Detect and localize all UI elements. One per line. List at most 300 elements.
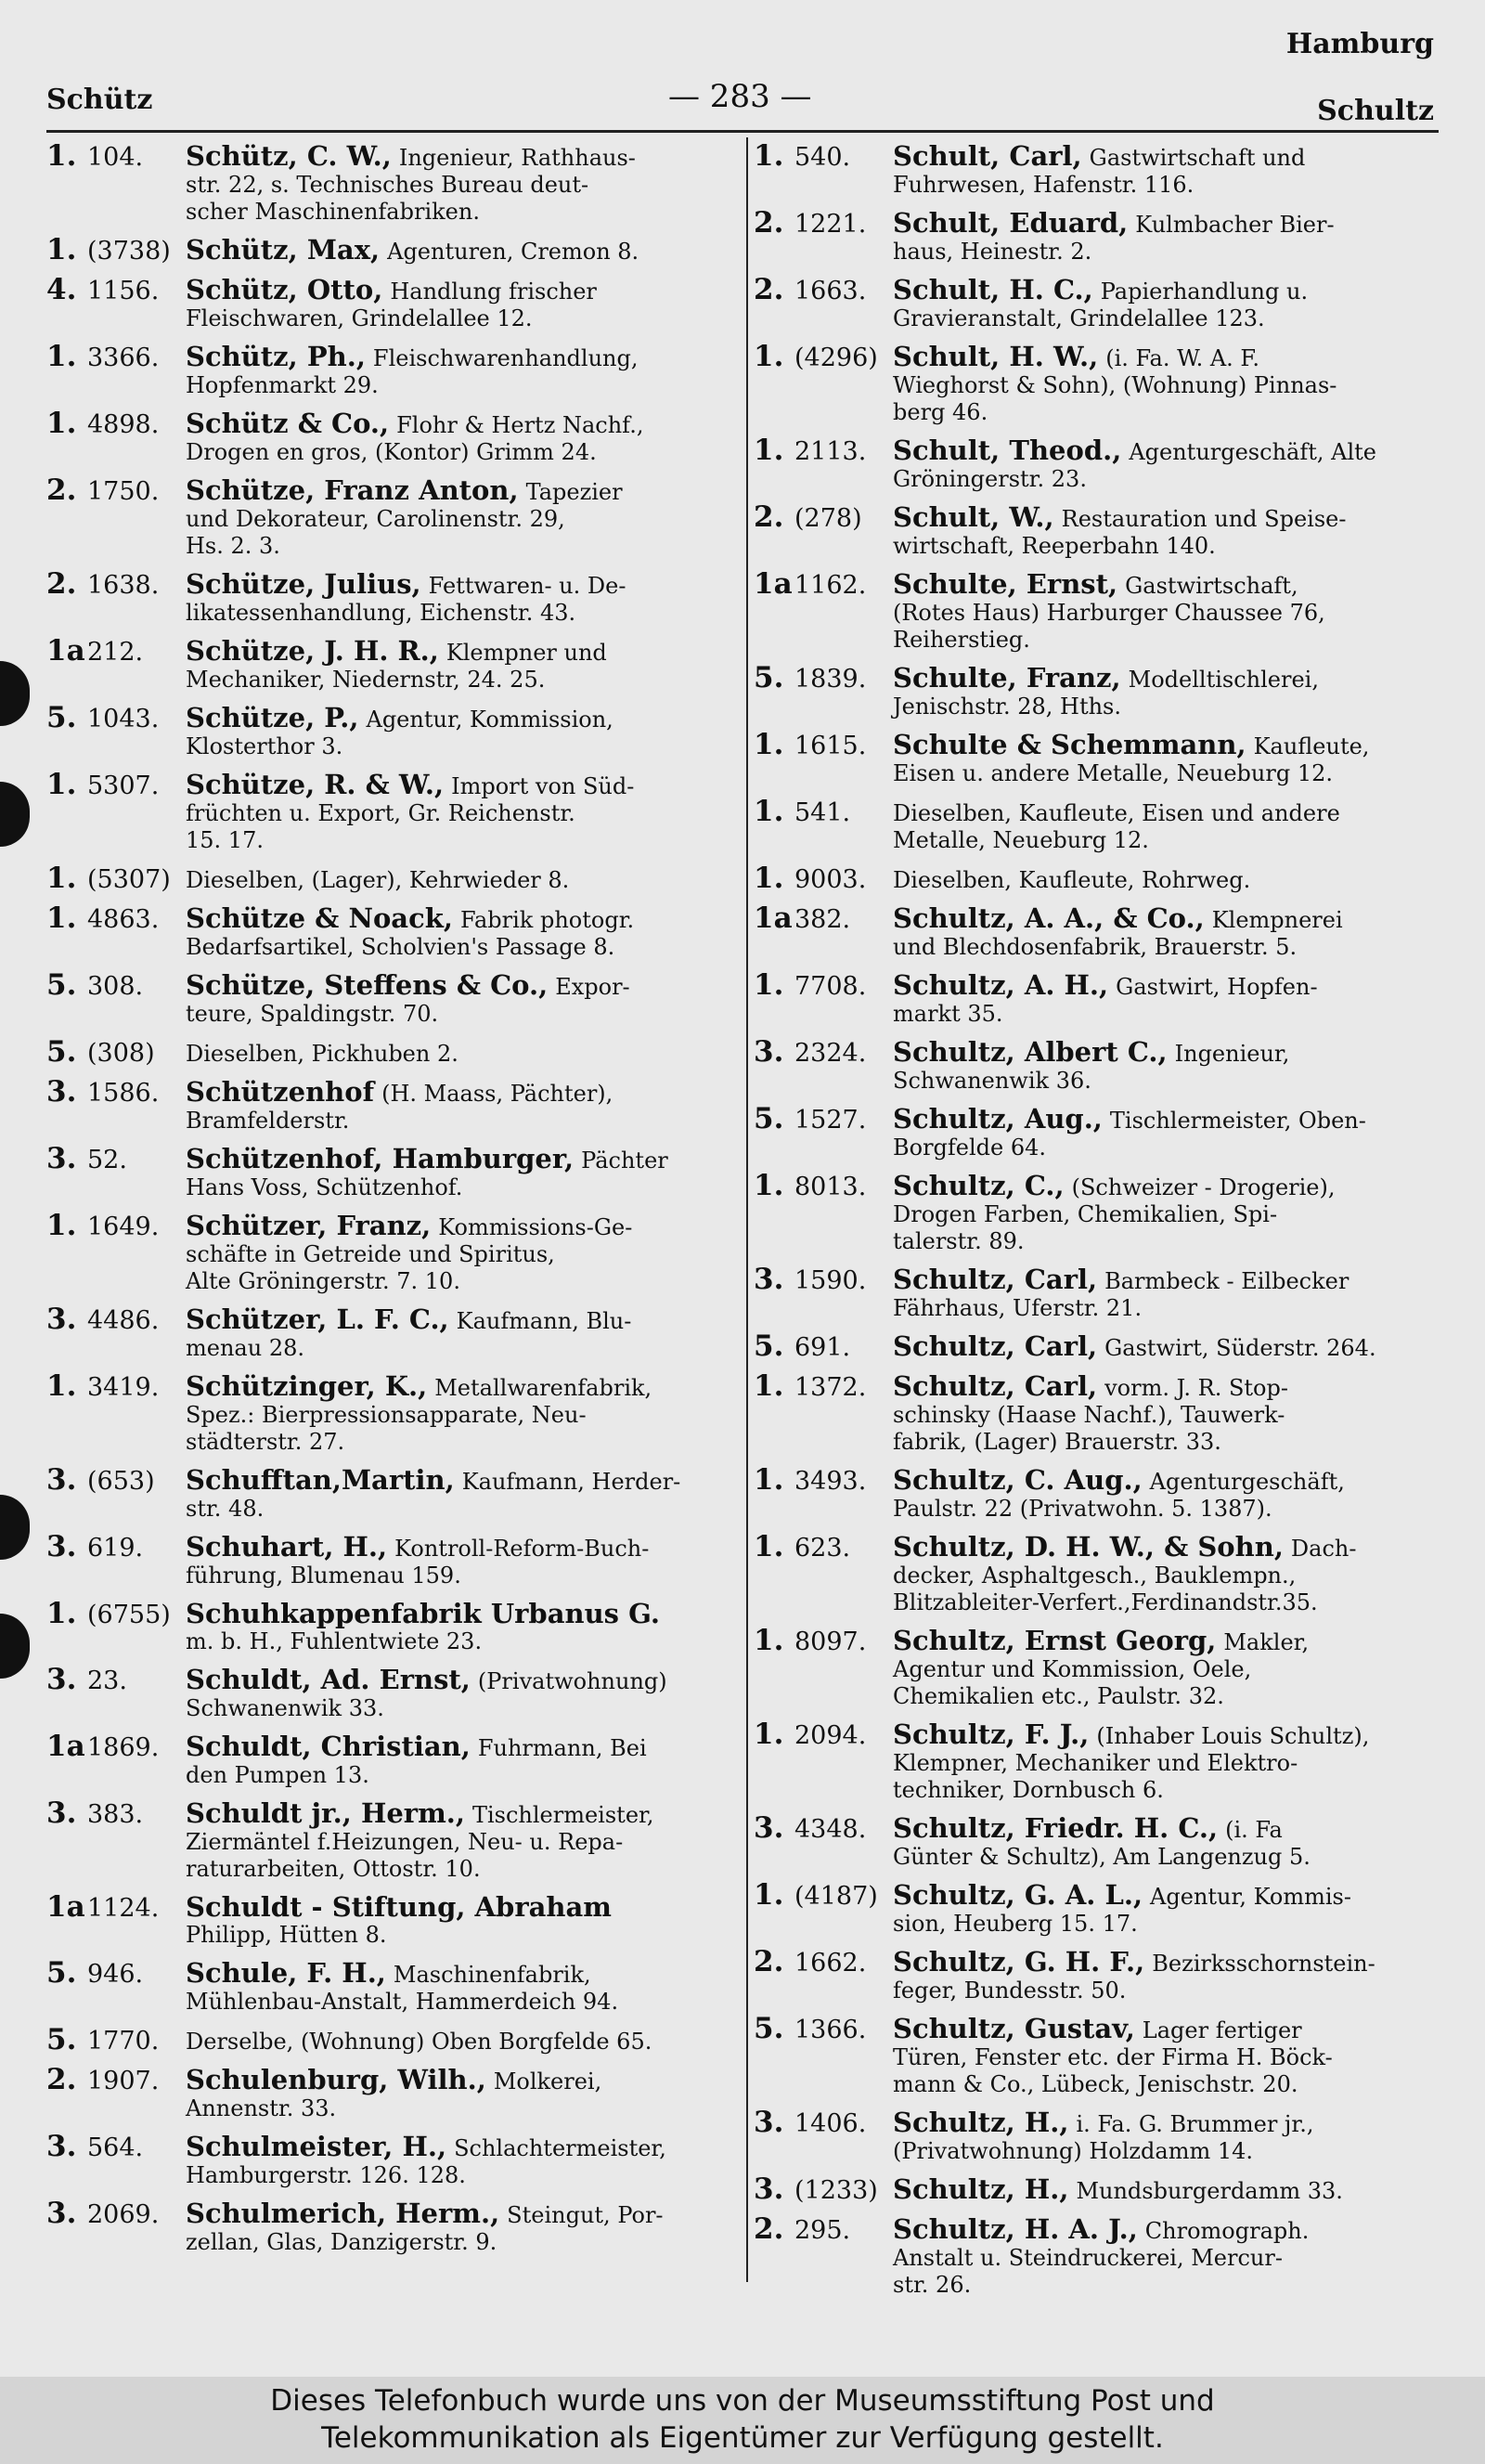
entry-continuation: Bramfelderstr. [186, 1108, 350, 1134]
subscriber-name: Schütz, Max, [186, 234, 381, 266]
subscriber-name: Schütze, Steffens & Co., [186, 969, 549, 1001]
punch-hole [0, 661, 30, 726]
exchange-area: 3. [46, 2130, 77, 2163]
subscriber-name: Schulmerich, Herm., [186, 2198, 500, 2229]
phone-number: 1527. [794, 1106, 867, 1135]
subscriber-name: Schultz, Albert C., [893, 1036, 1168, 1068]
directory-entry [46, 2063, 733, 2122]
phone-number: 1366. [794, 2016, 867, 2044]
exchange-area: 3. [46, 2197, 77, 2230]
entry-description: Chromograph. [1144, 2218, 1310, 2244]
exchange-area: 1. [754, 1530, 784, 1563]
subscriber-name: Schult, H. C., [893, 274, 1093, 305]
entry-continuation: Fleischwaren, Grindelallee 12. [186, 305, 533, 331]
phone-number: (278) [794, 504, 862, 533]
subscriber-name: Schulte & Schemmann, [893, 729, 1246, 760]
right-catchword: Schultz [1317, 95, 1434, 127]
entry-continuation: Annenstr. 33. [186, 2095, 337, 2121]
directory-entry [754, 1463, 1440, 1523]
exchange-area: 4. [46, 273, 77, 306]
exchange-area: 1. [46, 1597, 77, 1630]
directory-entry [46, 139, 733, 226]
entry-description: Tapezier [525, 479, 623, 505]
exchange-area: 1. [754, 340, 784, 373]
phone-number: (5307) [87, 865, 171, 894]
subscriber-name: Schützenhof, Hamburger, [186, 1143, 575, 1174]
phone-number: 691. [794, 1333, 851, 1362]
subscriber-name: Schultz, Aug., [893, 1103, 1103, 1135]
directory-entry [46, 233, 733, 266]
phone-number: 1907. [87, 2067, 160, 2095]
entry-continuation: städterstr. 27. [186, 1429, 345, 1455]
entry-continuation: schinsky (Haase Nachf.), Tauwerk- [893, 1402, 1285, 1428]
entry-continuation: str. 22, s. Technisches Bureau deut- [186, 172, 589, 198]
exchange-area: 1. [754, 862, 784, 895]
subscriber-name: Schuldt - Stiftung, Abraham [186, 1891, 612, 1923]
exchange-area: 1. [46, 862, 77, 895]
directory-entry [46, 1035, 733, 1069]
exchange-area: 5. [46, 701, 77, 734]
subscriber-name: Schulmeister, H., [186, 2131, 447, 2162]
exchange-area: 2. [754, 500, 784, 534]
phone-number: 382. [794, 905, 851, 934]
phone-number: 8013. [794, 1173, 867, 1201]
subscriber-name: Schütze, Franz Anton, [186, 474, 519, 506]
phone-number: 564. [87, 2133, 144, 2162]
subscriber-name: Schütze & Noack, [186, 902, 453, 934]
phone-number: 1662. [794, 1949, 867, 1978]
subscriber-name: Schultz, H., [893, 2173, 1069, 2205]
entry-continuation: wirtschaft, Reeperbahn 140. [893, 533, 1216, 559]
entry-description: Fabrik photogr. [459, 907, 635, 933]
subscriber-name: Schult, Carl, [893, 140, 1082, 172]
entry-description: Klempnerei [1211, 907, 1343, 933]
directory-entry [754, 1035, 1440, 1095]
subscriber-name: Schuldt jr., Herm., [186, 1797, 465, 1829]
phone-number: (653) [87, 1467, 155, 1496]
phone-number: 1649. [87, 1213, 160, 1241]
subscriber-name: Schützer, Franz, [186, 1210, 432, 1241]
exchange-area: 2. [754, 1945, 784, 1978]
directory-entry [754, 1530, 1440, 1616]
subscriber-name: Schuldt, Christian, [186, 1731, 471, 1762]
entry-continuation: zellan, Glas, Danzigerstr. 9. [186, 2229, 497, 2255]
directory-entry [46, 1890, 733, 1949]
subscriber-name: Schultz, A. H., [893, 969, 1109, 1001]
directory-entry [46, 1663, 733, 1722]
entry-description: Metallwarenfabrik, [434, 1375, 652, 1401]
subscriber-name: Schütze, R. & W., [186, 769, 445, 800]
entry-continuation: Alte Gröningerstr. 7. 10. [186, 1268, 460, 1294]
entry-description: (Schweizer - Drogerie), [1071, 1174, 1336, 1200]
entry-description: Bezirksschornstein- [1152, 1951, 1375, 1977]
entry-description: Fettwaren- u. De- [428, 573, 626, 599]
exchange-area: 5. [754, 1329, 784, 1363]
directory-entry [754, 500, 1440, 560]
phone-number: 3493. [794, 1467, 867, 1496]
subscriber-name: Schultz, Ernst Georg, [893, 1625, 1217, 1656]
directory-entry [46, 2023, 733, 2056]
directory-entry [46, 473, 733, 560]
directory-entry [754, 434, 1440, 493]
entry-description: (i. Fa. W. A. F. [1105, 345, 1259, 371]
entry-continuation: teure, Spaldingstr. 70. [186, 1001, 439, 1027]
entry-continuation: Klempner, Mechaniker und Elektro- [893, 1750, 1298, 1776]
exchange-area: 1a [46, 1890, 85, 1924]
entry-continuation: Fährhaus, Uferstr. 21. [893, 1295, 1143, 1321]
punch-hole [0, 782, 30, 847]
subscriber-name: Schultz, G. A. L., [893, 1879, 1143, 1911]
exchange-area: 3. [754, 1035, 784, 1069]
entry-description: Gastwirtschaft, [1125, 573, 1298, 599]
phone-number: (6755) [87, 1601, 171, 1629]
directory-entry [46, 862, 733, 895]
exchange-area: 1. [46, 340, 77, 373]
directory-entry [754, 1624, 1440, 1710]
exchange-area: 1. [754, 1624, 784, 1657]
phone-number: (4296) [794, 344, 878, 372]
entry-continuation: Blitzableiter-Verfert.,Ferdinandstr.35. [893, 1589, 1318, 1615]
phone-number: 1869. [87, 1733, 160, 1762]
phone-number: 104. [87, 143, 144, 172]
directory-entry [754, 1329, 1440, 1363]
subscriber-name: Schuhkappenfabrik Urbanus G. [186, 1598, 660, 1629]
entry-description: Derselbe, (Wohnung) Oben Borgfelde 65. [186, 2029, 652, 2055]
entry-continuation: Klosterthor 3. [186, 733, 343, 759]
exchange-area: 1. [754, 434, 784, 467]
directory-entry [46, 901, 733, 961]
subscriber-name: Schulte, Franz, [893, 662, 1121, 694]
exchange-area: 1a [754, 901, 793, 935]
punch-hole [0, 1495, 30, 1560]
entry-description: Kaufleute, [1253, 733, 1370, 759]
entry-continuation: talerstr. 89. [893, 1228, 1025, 1254]
directory-entry [754, 2212, 1440, 2299]
exchange-area: 3. [754, 1811, 784, 1845]
phone-number: 4348. [794, 1815, 867, 1844]
directory-entry [46, 701, 733, 760]
exchange-area: 2. [754, 2212, 784, 2246]
entry-description: Flohr & Hertz Nachf., [396, 412, 644, 438]
entry-description: Gastwirtschaft und [1089, 145, 1306, 171]
phone-number: 1839. [794, 665, 867, 694]
subscriber-name: Schult, H. W., [893, 341, 1099, 372]
directory-entry [46, 1730, 733, 1789]
directory-entry [754, 139, 1440, 199]
exchange-area: 1. [46, 407, 77, 440]
footer-line-1: Dieses Telefonbuch wurde uns von der Museumsstiftung Post und [270, 2384, 1215, 2418]
entry-continuation: Schwanenwik 36. [893, 1068, 1091, 1094]
exchange-area: 1. [754, 1718, 784, 1751]
entry-description: (i. Fa [1225, 1817, 1283, 1843]
phone-number: 2324. [794, 1039, 867, 1068]
phone-number: 9003. [794, 865, 867, 894]
entry-description: Import von Süd- [451, 773, 635, 799]
subscriber-name: Schultz, C. Aug., [893, 1464, 1143, 1496]
subscriber-name: Schütze, Julius, [186, 568, 421, 600]
directory-entry [46, 567, 733, 627]
entry-description: Ingenieur, [1174, 1041, 1290, 1067]
directory-entry [754, 1169, 1440, 1255]
subscriber-name: Schuldt, Ad. Ernst, [186, 1664, 471, 1695]
subscriber-name: Schultz, A. A., & Co., [893, 902, 1205, 934]
phone-number: 295. [794, 2216, 851, 2245]
phone-number: 4486. [87, 1306, 160, 1335]
entry-description: Kaufmann, Blu- [456, 1308, 632, 1334]
subscriber-name: Schultz, Carl, [893, 1370, 1098, 1402]
exchange-area: 1. [46, 768, 77, 801]
directory-entry [754, 1369, 1440, 1456]
subscriber-name: Schützer, L. F. C., [186, 1303, 449, 1335]
exchange-area: 1. [46, 901, 77, 935]
subscriber-name: Schützenhof [186, 1076, 375, 1108]
directory-entry [46, 407, 733, 466]
entry-description: Agentur, Kommission, [366, 707, 613, 733]
entry-continuation: scher Maschinenfabriken. [186, 199, 480, 225]
directory-entry [754, 2172, 1440, 2206]
phone-number: (4187) [794, 1882, 878, 1911]
entry-description: Agentur, Kommis- [1150, 1884, 1351, 1910]
directory-entry [754, 1878, 1440, 1938]
entry-continuation: Fuhrwesen, Hafenstr. 116. [893, 172, 1194, 198]
exchange-area: 1. [46, 1369, 77, 1403]
phone-number: 541. [794, 798, 851, 827]
directory-entry [754, 728, 1440, 787]
entry-continuation: sion, Heuberg 15. 17. [893, 1911, 1138, 1937]
entry-description: Fuhrmann, Bei [477, 1735, 647, 1761]
entry-continuation: techniker, Dornbusch 6. [893, 1777, 1164, 1803]
entry-continuation: Eisen u. andere Metalle, Neueburg 12. [893, 760, 1334, 786]
exchange-area: 5. [754, 1102, 784, 1135]
entry-continuation: mann & Co., Lübeck, Jenischstr. 20. [893, 2071, 1298, 2097]
subscriber-name: Schütz & Co., [186, 408, 390, 439]
phone-number: 7708. [794, 972, 867, 1001]
entry-continuation: Borgfelde 64. [893, 1135, 1047, 1161]
subscriber-name: Schule, F. H., [186, 1957, 386, 1989]
exchange-area: 1. [754, 728, 784, 761]
entry-continuation: und Dekorateur, Carolinenstr. 29, [186, 506, 565, 532]
subscriber-name: Schützinger, K., [186, 1370, 428, 1402]
phone-number: 2069. [87, 2200, 160, 2229]
entry-description: Barmbeck - Eilbecker [1104, 1268, 1349, 1294]
entry-continuation: fabrik, (Lager) Brauerstr. 33. [893, 1429, 1221, 1455]
entry-continuation: Metalle, Neueburg 12. [893, 827, 1149, 853]
entry-description: Papierhandlung u. [1100, 279, 1309, 305]
phone-number: 1750. [87, 477, 160, 506]
entry-continuation: Paulstr. 22 (Privatwohn. 5. 1387). [893, 1496, 1272, 1522]
entry-description: Steingut, Por- [507, 2202, 664, 2228]
exchange-area: 3. [46, 1463, 77, 1497]
entry-continuation: führung, Blumenau 159. [186, 1563, 461, 1589]
phone-number: 619. [87, 1534, 144, 1563]
entry-description: Expor- [555, 974, 630, 1000]
exchange-area: 2. [46, 2063, 77, 2096]
exchange-area: 2. [754, 206, 784, 240]
entry-continuation: menau 28. [186, 1335, 304, 1361]
directory-entry [46, 340, 733, 399]
subscriber-name: Schultz, F. J., [893, 1718, 1090, 1750]
phone-number: (308) [87, 1039, 155, 1068]
page-number: — 283 — [668, 78, 812, 115]
directory-entry [46, 968, 733, 1028]
phone-number: 3419. [87, 1373, 160, 1402]
exchange-area: 3. [754, 2106, 784, 2139]
phone-number: 1406. [794, 2109, 867, 2138]
entry-continuation: Reiherstieg. [893, 627, 1030, 653]
entry-continuation: schäfte in Getreide und Spiritus, [186, 1241, 555, 1267]
entry-description: Dach- [1290, 1536, 1357, 1562]
exchange-area: 1. [754, 1878, 784, 1912]
entry-continuation: Anstalt u. Steindruckerei, Mercur- [893, 2245, 1283, 2271]
exchange-area: 3. [46, 1142, 77, 1175]
entry-continuation: str. 26. [893, 2272, 972, 2298]
header-rule [46, 130, 1439, 133]
directory-entry [46, 1796, 733, 1883]
directory-entry [46, 1369, 733, 1456]
subscriber-name: Schufftan,Martin, [186, 1464, 455, 1496]
entry-continuation: Schwanenwik 33. [186, 1695, 384, 1721]
directory-entry [46, 768, 733, 854]
left-catchword: Schütz [46, 84, 153, 116]
entry-description: Kaufmann, Herder- [461, 1469, 681, 1495]
entry-continuation: decker, Asphaltgesch., Bauklempn., [893, 1563, 1297, 1589]
entry-description: vorm. J. R. Stop- [1104, 1375, 1288, 1401]
entry-continuation: berg 46. [893, 399, 988, 425]
entry-continuation: Hs. 2. 3. [186, 533, 280, 559]
exchange-area: 1a [46, 1730, 85, 1763]
exchange-area: 1. [754, 795, 784, 828]
entry-continuation: Chemikalien etc., Paulstr. 32. [893, 1683, 1224, 1709]
exchange-area: 3. [46, 1663, 77, 1696]
entry-description: Tischlermeister, Oben- [1109, 1108, 1366, 1134]
subscriber-name: Schütze, J. H. R., [186, 635, 439, 667]
directory-entry [46, 634, 733, 694]
exchange-area: 2. [46, 567, 77, 601]
exchange-area: 3. [46, 1075, 77, 1109]
phone-number: 8097. [794, 1628, 867, 1656]
entry-description: Molkerei, [493, 2068, 602, 2094]
directory-entry [46, 1142, 733, 1201]
entry-continuation: Hans Voss, Schützenhof. [186, 1174, 463, 1200]
entry-continuation: Ziermäntel f.Heizungen, Neu- u. Repa- [186, 1829, 624, 1855]
entry-description: Kommissions-Ge- [438, 1214, 633, 1240]
phone-number: 540. [794, 143, 851, 172]
entry-continuation: Jenischstr. 28, Hths. [893, 694, 1121, 720]
entry-continuation: Mühlenbau-Anstalt, Hammerdeich 94. [186, 1989, 619, 2015]
directory-entry [754, 968, 1440, 1028]
entry-continuation: haus, Heinestr. 2. [893, 239, 1092, 265]
entry-continuation: markt 35. [893, 1001, 1003, 1027]
phone-number: 1221. [794, 210, 867, 239]
exchange-area: 3. [46, 1530, 77, 1563]
directory-entry [46, 1209, 733, 1295]
entry-continuation: den Pumpen 13. [186, 1762, 369, 1788]
phone-number: 1372. [794, 1373, 867, 1402]
subscriber-name: Schultz, Gustav, [893, 2013, 1135, 2044]
directory-entry [46, 1530, 733, 1589]
exchange-area: 1. [46, 1209, 77, 1242]
subscriber-name: Schult, Eduard, [893, 207, 1129, 239]
directory-entry [754, 206, 1440, 266]
directory-entry [754, 661, 1440, 720]
entry-description: Pächter [581, 1148, 668, 1174]
entry-description: Klempner und [446, 640, 607, 666]
entry-description: Mundsburgerdamm 33. [1076, 2178, 1343, 2204]
entry-description: Gastwirt, Süderstr. 264. [1104, 1335, 1376, 1361]
entry-continuation: m. b. H., Fuhlentwiete 23. [186, 1628, 483, 1654]
exchange-area: 3. [754, 2172, 784, 2206]
subscriber-name: Schütz, Otto, [186, 274, 383, 305]
left-column [46, 139, 733, 2267]
entry-description: Dieselben, (Lager), Kehrwieder 8. [186, 867, 570, 893]
entry-description: (H. Maass, Pächter), [381, 1081, 613, 1107]
exchange-area: 1a [754, 567, 793, 601]
entry-description: Maschinenfabrik, [393, 1962, 591, 1988]
directory-entry [46, 2197, 733, 2256]
exchange-area: 3. [46, 1303, 77, 1336]
entry-description: Makler, [1223, 1629, 1310, 1655]
phone-number: 2094. [794, 1721, 867, 1750]
subscriber-name: Schultz, Friedr. H. C., [893, 1812, 1219, 1844]
right-column [754, 139, 1440, 2310]
entry-continuation: (Rotes Haus) Harburger Chaussee 76, [893, 600, 1325, 626]
phone-number: 1590. [794, 1266, 867, 1295]
subscriber-name: Schütze, P., [186, 702, 359, 733]
entry-continuation: Günter & Schultz), Am Langenzug 5. [893, 1844, 1311, 1870]
entry-continuation: Drogen Farben, Chemikalien, Spi- [893, 1201, 1278, 1227]
entry-description: (Privatwohnung) [477, 1668, 667, 1694]
directory-entry [754, 901, 1440, 961]
phone-number: 623. [794, 1534, 851, 1563]
entry-description: Dieselben, Kaufleute, Eisen und andere [893, 800, 1340, 826]
subscriber-name: Schuhart, H., [186, 1531, 388, 1563]
phone-number: 2113. [794, 437, 867, 466]
entry-continuation: Bedarfsartikel, Scholvien's Passage 8. [186, 934, 615, 960]
subscriber-name: Schütz, C. W., [186, 140, 392, 172]
phone-number: 23. [87, 1666, 127, 1695]
subscriber-name: Schulenburg, Wilh., [186, 2064, 486, 2095]
exchange-area: 5. [46, 1956, 77, 1990]
entry-continuation: und Blechdosenfabrik, Brauerstr. 5. [893, 934, 1298, 960]
exchange-area: 1a [46, 634, 85, 668]
phone-number: 1770. [87, 2027, 160, 2055]
exchange-area: 5. [46, 2023, 77, 2056]
entry-continuation: früchten u. Export, Gr. Reichenstr. [186, 800, 575, 826]
subscriber-name: Schütz, Ph., [186, 341, 366, 372]
directory-entry [754, 567, 1440, 654]
entry-description: Dieselben, Kaufleute, Rohrweg. [893, 867, 1251, 893]
entry-description: Modelltischlerei, [1128, 667, 1319, 693]
directory-entry [754, 795, 1440, 854]
entry-description: Agenturen, Cremon 8. [387, 239, 639, 265]
phone-number: (3738) [87, 237, 171, 266]
phone-number: 1156. [87, 277, 160, 305]
entry-continuation: Agentur und Kommission, Oele, [893, 1656, 1252, 1682]
directory-entry [754, 1945, 1440, 2004]
subscriber-name: Schultz, Carl, [893, 1330, 1098, 1362]
entry-description: Handlung frischer [390, 279, 597, 305]
entry-continuation: str. 48. [186, 1496, 265, 1522]
entry-continuation: feger, Bundesstr. 50. [893, 1978, 1127, 2004]
city-heading: Hamburg [1285, 28, 1434, 60]
directory-entry [46, 1463, 733, 1523]
directory-entry [754, 1102, 1440, 1161]
directory-entry [754, 273, 1440, 332]
punch-hole [0, 1614, 30, 1679]
exchange-area: 1. [754, 1463, 784, 1497]
subscriber-name: Schultz, H., [893, 2107, 1069, 2138]
directory-entry [46, 1956, 733, 2016]
